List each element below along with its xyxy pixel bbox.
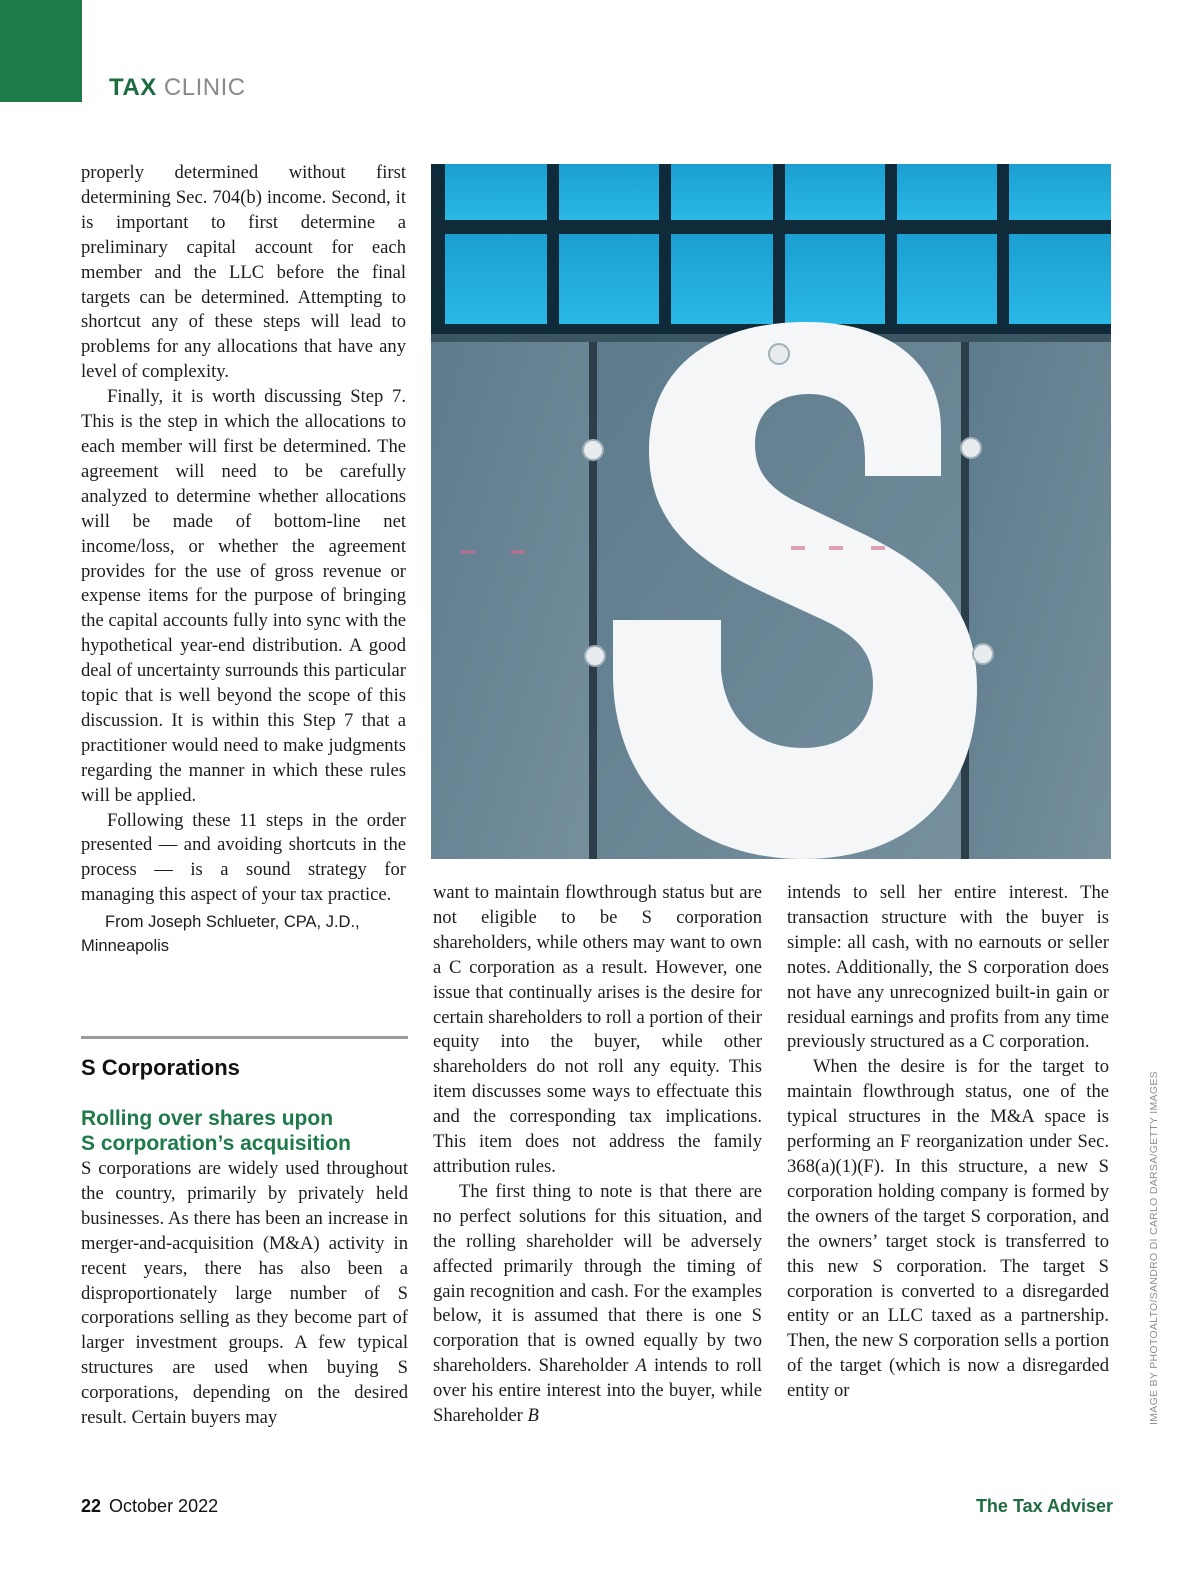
article-title-line: S corporation’s acquisition xyxy=(81,1132,351,1155)
section-heading: S Corporations xyxy=(81,1055,240,1080)
column-1-new-article xyxy=(81,1157,408,1431)
paragraph: intends to sell her entire interest. The transaction structure with the buyer is simple: all cash, with no earnouts or seller notes. Additionally, the S corporation does not have any unrecognized built-in gain or residual earnings and profits from any time previously structured as a C corporation. xyxy=(787,882,1109,1053)
section-label-strong: TAX xyxy=(109,74,157,101)
paragraph: S corporations are widely used throughout the country, primarily by privately held businesses. As there has been an increase in merger-and-acquisition (M&A) activity in recent years, there has also been a disproportionately large number of S corporations selling as they become part of larger investment groups. A few typical structures are used when buying S corporations, depending on the desired result. Certain buyers may xyxy=(81,1158,408,1429)
section-color-tab xyxy=(0,0,82,102)
paragraph: When the desire is for the target to maintain flowthrough status, one of the typical structures in the M&A space is performing an F reorganization under Sec. 368(a)(1)(F). In this structure, a new S corporation holding company is formed by the owners of the target S corporation, and the owners’ target stock is transferred to this new S corporation. The target S corporation is converted to a disregarded entity or an LLC taxed as a partnership. Then, the new S corporation sells a portion of the target (which is now a disregarded entity or xyxy=(787,1056,1109,1402)
section-label xyxy=(109,76,246,100)
footer-page-info xyxy=(81,1496,218,1517)
paragraph: properly determined without first determining Sec. 704(b) income. Second, it is important to first determine a preliminary capital account for each member and the LLC before the final targets can be determined. Attempting to shortcut any of these steps will lead to problems for any allocations that have any level of complexity. xyxy=(81,162,406,383)
paragraph: want to maintain flowthrough status but are not eligible to be S corporation shareholders, while others may want to own a C corporation as a result. However, one issue that continually arises is the desire for certain shareholders to roll a portion of their equity into the buyer, while other shareholders do not roll any equity. This item discusses some ways to effectuate this and the corresponding tax implications. This item does not address the family attribution rules. xyxy=(433,882,762,1177)
article-title-line: Rolling over shares upon xyxy=(81,1107,334,1130)
article-title xyxy=(81,1106,411,1156)
page-number: 22 xyxy=(81,1496,102,1516)
paragraph: Following these 11 steps in the order presented — and avoiding shortcuts in the process — is a sound strategy for managing this aspect of your tax practice. xyxy=(81,809,406,906)
column-2 xyxy=(433,881,762,1429)
column-1-continuation xyxy=(81,161,406,958)
text-span: intends to roll over his entire interest into the buyer, while Shareholder xyxy=(433,1355,763,1427)
issue-date: October 2022 xyxy=(109,1496,219,1516)
section-label-light: CLINIC xyxy=(163,74,246,101)
author-byline xyxy=(81,910,406,958)
s-letter-photo xyxy=(431,164,1111,859)
photo-credit: IMAGE BY PHOTOALTO/SANDRO DI CARLO DARSA/GETTY IMAGES xyxy=(1148,1071,1160,1425)
section-divider xyxy=(81,1036,408,1039)
column-3 xyxy=(787,881,1109,1404)
paragraph: Finally, it is worth discussing Step 7. This is the step in which the allocations to each member will first be determined. The agreement will need to be carefully analyzed to determine whether allocations will be made of bottom-line net income/loss, or whether the agreement provides for the use of gross revenue or expense items for the purpose of bringing the capital accounts fully into sync with the hypothetical year-end distribution. A good deal of uncertainty surrounds this particular topic that is well beyond the scope of this discussion. It is within this Step 7 that a practitioner would need to make judgments regarding the manner in which these rules will be applied. xyxy=(81,386,406,806)
paragraph xyxy=(433,1180,762,1429)
byline-name: From Joseph Schlueter, CPA, J.D., xyxy=(105,913,360,932)
shareholder-a: A xyxy=(635,1355,647,1377)
byline-city: Minneapolis xyxy=(81,937,170,956)
text-span: The first thing to note is that there are no perfect solutions for this situation, and the rolling shareholder will be adversely affected primarily through the timing of gain recognition and cash. For the examples below, it is assumed that there is one S corporation that is owned equally by two shareholders. Shareholder xyxy=(433,1180,762,1377)
publication-name: The Tax Adviser xyxy=(975,1496,1113,1516)
shareholder-b: B xyxy=(527,1405,539,1427)
